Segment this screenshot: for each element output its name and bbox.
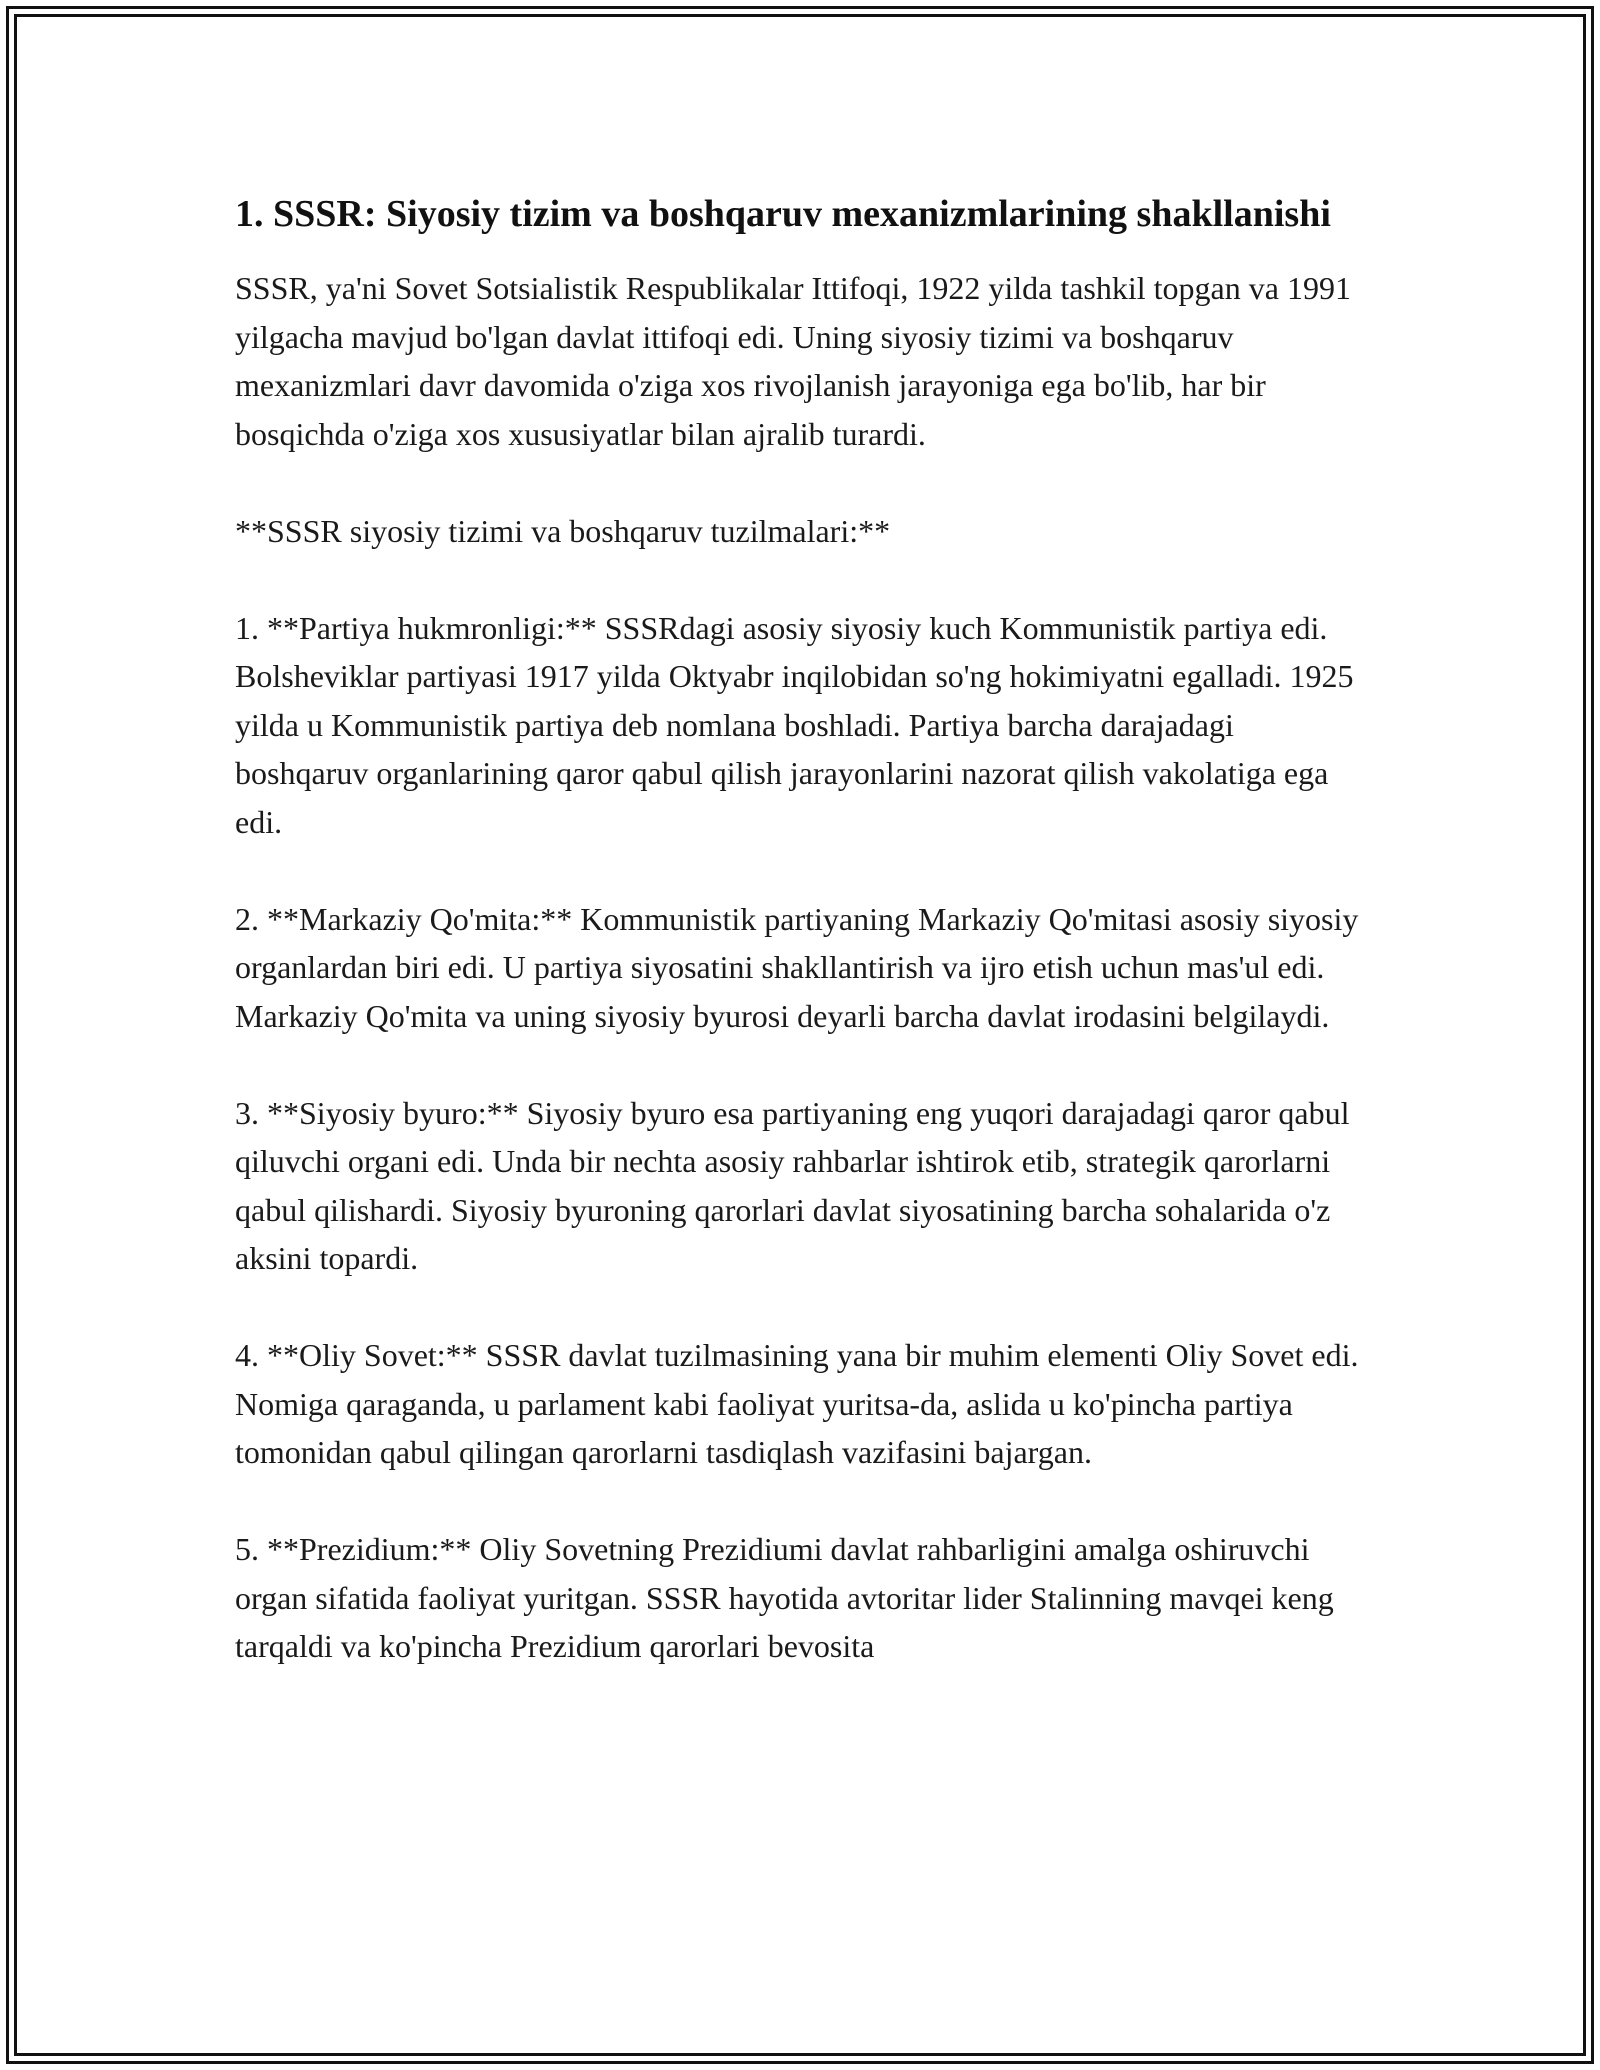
list-item-partiya: 1. **Partiya hukmronligi:** SSSRdagi asosiy siyosiy kuch Kommunistik partiya edi. Bolsheviklar partiyasi 1917 yilda Oktyabr inqilobidan so'ng hokimiyatni egalladi. 1925 yilda u Kommunistik partiya deb nomlana boshladi. Partiya barcha darajadagi boshqaruv organlarining qaror qabul qilish jarayonlarini nazorat qilish vakolatiga ega edi. bbox=[235, 609, 1354, 840]
document-body bbox=[235, 186, 1365, 1719]
intro-paragraph: SSSR, ya'ni Sovet Sotsialistik Respublikalar Ittifoqi, 1922 yilda tashkil topgan va 1991 yilgacha mavjud bo'lgan davlat ittifoqi edi. Uning siyosiy tizimi va boshqaruv mexanizmlari davr davomida o'ziga xos rivojlanish jarayoniga ega bo'lib, har bir bosqichda o'ziga xos xususiyatlar bilan ajralib turardi. bbox=[235, 270, 1351, 452]
document-title: 1. SSSR: Siyosiy tizim va boshqaruv mexanizmlarining shakllanishi bbox=[235, 193, 1331, 235]
list-item-siyosiy-byuro: 3. **Siyosiy byuro:** Siyosiy byuro esa partiyaning eng yuqori darajadagi qaror qabul qiluvchi organi edi. Unda bir nechta asosiy rahbarlar ishtirok etib, strategik qarorlarni qabul qilishardi. Siyosiy byuroning qarorlari davlat siyosatining barcha sohalarida o'z aksini topardi. bbox=[235, 1094, 1350, 1276]
list-item-markaziy-qomita: 2. **Markaziy Qo'mita:** Kommunistik partiyaning Markaziy Qo'mitasi asosiy siyosiy organlardan biri edi. U partiya siyosatini shakllantirish va ijro etish uchun mas'ul edi. Markaziy Qo'mita va uning siyosiy byurosi deyarli barcha davlat irodasini belgilaydi. bbox=[235, 900, 1359, 1034]
list-item-oliy-sovet: 4. **Oliy Sovet:** SSSR davlat tuzilmasining yana bir muhim elementi Oliy Sovet edi. Nomiga qaraganda, u parlament kabi faoliyat yuritsa-da, aslida u ko'pincha partiya tomonidan qabul qilingan qarorlarni tasdiqlash vazifasini bajargan. bbox=[235, 1337, 1359, 1470]
section-heading: **SSSR siyosiy tizimi va boshqaruv tuzilmalari:** bbox=[235, 512, 891, 549]
list-item-prezidium: 5. **Prezidium:** Oliy Sovetning Prezidiumi davlat rahbarligini amalga oshiruvchi organ sifatida faoliyat yuritgan. SSSR hayotida avtoritar lider Stalinning mavqei keng tarqaldi va ko'pincha Prezidium qarorlari bevosita bbox=[235, 1531, 1334, 1664]
